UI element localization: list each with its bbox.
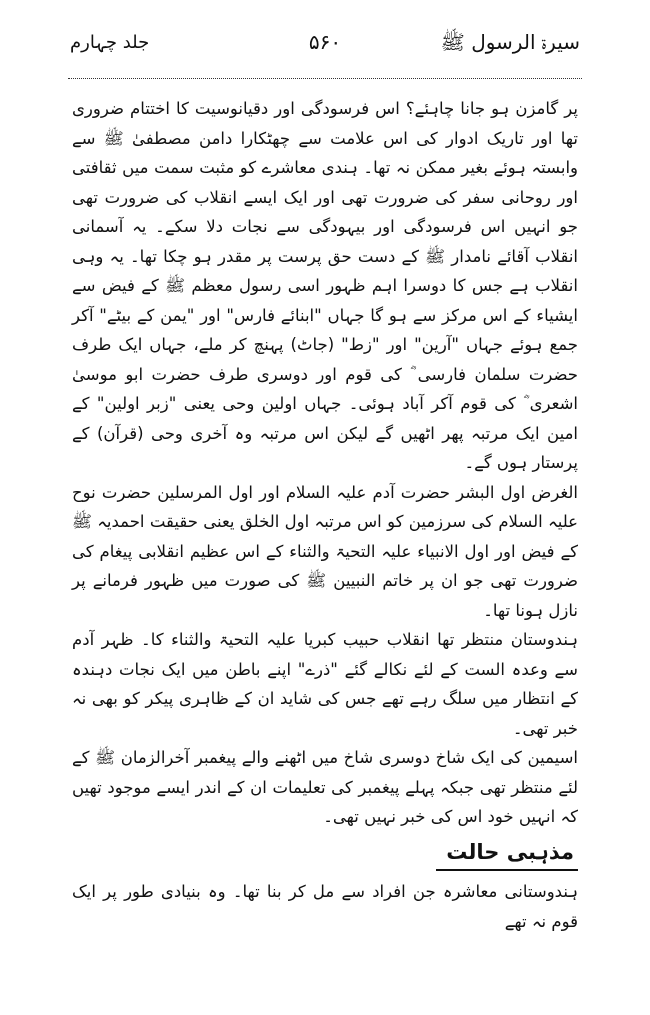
paragraph-5: ہندوستانی معاشرہ جن افراد سے مل کر بنا تھا۔ وہ بنیادی طور پر ایک قوم نہ تھے [72,882,578,931]
page-number: ۵۶۰ [308,30,342,54]
header-divider [68,78,582,79]
main-text [72,94,578,936]
volume-label: جلد چہارم [70,32,150,53]
page-header [70,22,580,66]
book-title: سیرۃ الرسول ﷺ [440,30,580,54]
paragraph-1: پر گامزن ہو جانا چاہئے؟ اس فرسودگی اور دقیانوسیت کا اختتام ضروری تھا اور تاریک ادوار کی اس علامت سے چھٹکارا دامن مصطفیٰ ﷺ سے وابستہ ہوئے بغیر ممکن نہ تھا۔ ہندی معاشرے کو مثبت سمت میں ثقافتی اور روحانی سفر کی ضرورت تھی اور ایک ایسے انقلاب کی ضرورت تھی جو انہیں اس فرسودگی اور بیہودگی سے نجات دلا سکے۔ یہ آسمانی انقلاب آقائے نامدار ﷺ کے دست حق پرست پر مقدر ہو چکا تھا۔ یہ وہی انقلاب ہے جس کا دوسرا اہم ظہور اسی رسول معظم ﷺ کے فیض سے ایشیاء کے اس مرکز سے ہو گا جہاں "ابنائے فارس" اور "یمن کے بیٹے" آکر جمع ہوئے جہاں "آرین" اور "زط" (جاٹ) پہنچ کر ملے، جہاں ایک طرف حضرت سلمان فارسی ؓ کی قوم اور دوسری طرف حضرت ابو موسیٰ اشعری ؓ کی قوم آکر آباد ہوئی۔ جہاں اولین وحی یعنی "زبر اولین" کے امین ایک مرتبہ پھر اٹھیں گے لیکن اس مرتبہ وہ آخری وحی (قرآن) کے پرستار ہوں گے۔ [72,99,578,472]
paragraph-3: ہندوستان منتظر تھا انقلاب حبیب کبریا علیہ التحیۃ والثناء کا۔ ظہر آدم سے وعدہ الست کے لئے نکالے گئے "ذرے" اپنے باطن میں ایک نجات دہندہ کے انتظار میں سلگ رہے تھے جس کی شاید ان کے ظاہری پیکر کو بھی نہ خبر تھی۔ [72,630,578,738]
section-heading-wrap [72,838,578,872]
section-heading: مذہبی حالت [436,838,578,872]
paragraph-4: اسیمین کی ایک شاخ دوسری شاخ میں اٹھنے والے پیغمبر آخرالزمان ﷺ کے لئے منتظر تھی جبکہ پہلے پیغمبر کی تعلیمات ان کے اندر ایسے موجود تھیں کہ انہیں خود اس کی خبر نہیں تھی۔ [72,748,578,826]
paragraph-2: الغرض اول البشر حضرت آدم علیہ السلام اور اول المرسلین حضرت نوح علیہ السلام کی سرزمین کو اس مرتبہ اول الخلق یعنی حقیقت احمدیہ ﷺ کے فیض اور اول الانبیاء علیہ التحیۃ والثناء کے اس عظیم انقلابی پیغام کی ضرورت تھی جو ان پر خاتم النبیین ﷺ کی صورت میں ظہور فرمانے پر نازل ہونا تھا۔ [72,482,578,620]
